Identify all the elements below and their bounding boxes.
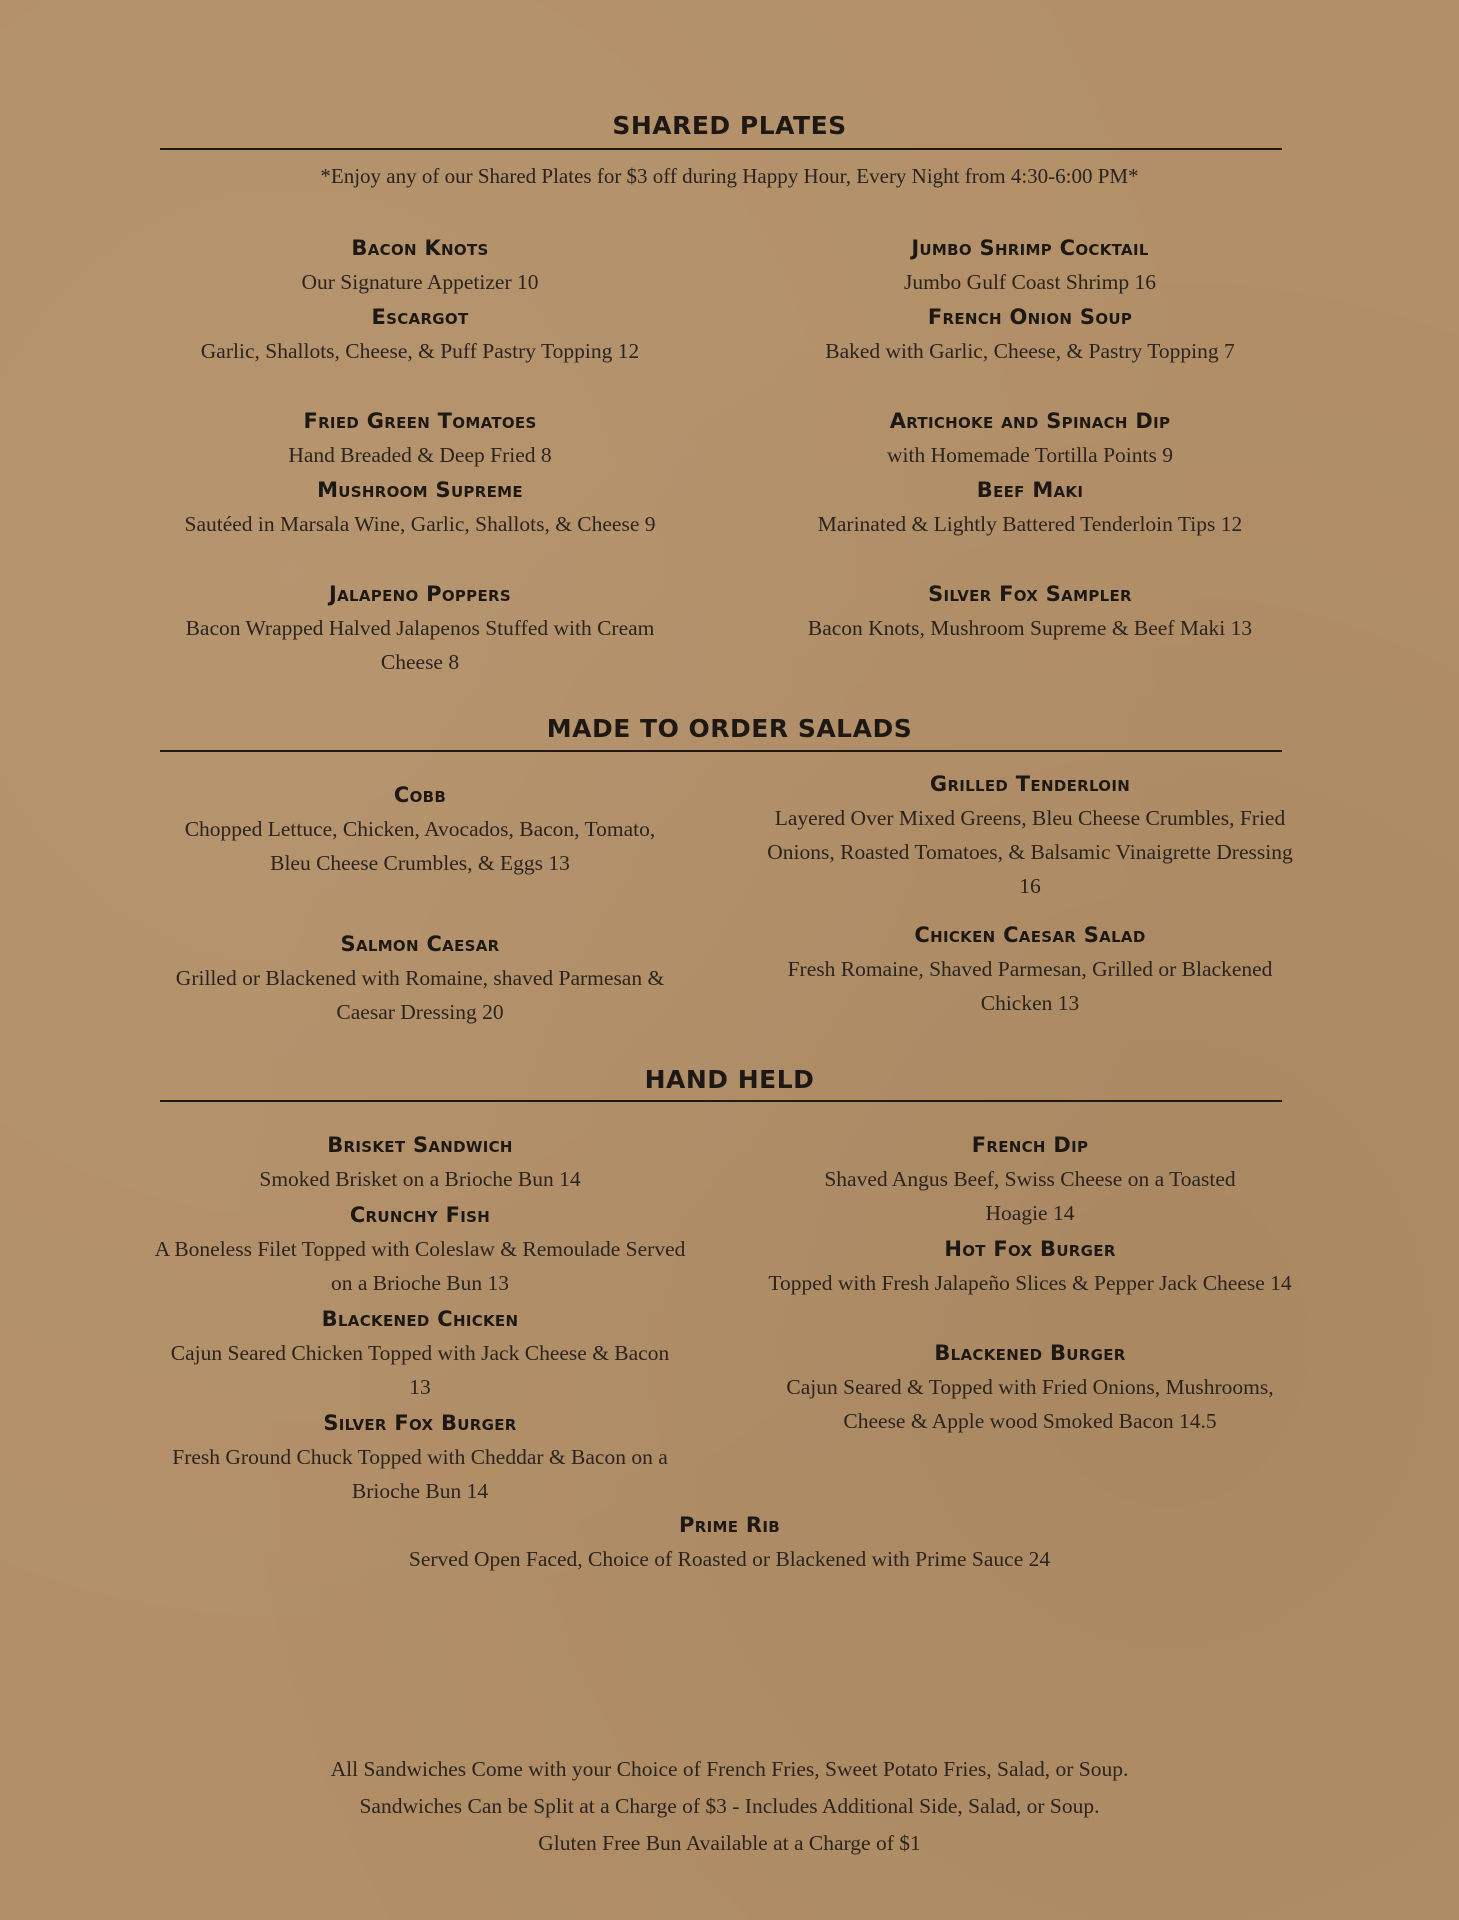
item-description: Bacon Wrapped Halved Jalapenos Stuffed with Cream Cheese 8 bbox=[185, 616, 655, 674]
menu-item bbox=[150, 1406, 690, 1508]
item-name: Mushroom Supreme bbox=[317, 478, 523, 502]
item-name: Silver Fox Sampler bbox=[928, 582, 1132, 606]
item-name: Prime Rib bbox=[679, 1513, 780, 1537]
item-description: Layered Over Mixed Greens, Bleu Cheese Crumbles, Fried Onions, Roasted Tomatoes, & Balsamic Vinaigrette Dressing 16 bbox=[767, 806, 1293, 898]
item-name: Escargot bbox=[371, 305, 469, 329]
menu-item bbox=[150, 1302, 690, 1404]
item-name: Beef Maki bbox=[976, 478, 1084, 502]
item-description: with Homemade Tortilla Points 9 bbox=[887, 443, 1173, 467]
section-divider bbox=[160, 750, 1282, 752]
item-description: Shaved Angus Beef, Swiss Cheese on a Toasted Hoagie 14 bbox=[824, 1167, 1236, 1225]
item-name: Blackened Burger bbox=[934, 1341, 1126, 1365]
item-description: Sautéed in Marsala Wine, Garlic, Shallots, & Cheese 9 bbox=[184, 512, 656, 536]
item-name: French Dip bbox=[971, 1133, 1089, 1157]
item-description: Bacon Knots, Mushroom Supreme & Beef Maki 13 bbox=[807, 616, 1253, 640]
section-title-salads: MADE TO ORDER SALADS bbox=[546, 714, 913, 743]
item-description: Hand Breaded & Deep Fried 8 bbox=[288, 443, 552, 467]
menu-item bbox=[150, 404, 690, 472]
menu-item bbox=[760, 767, 1300, 903]
menu-item bbox=[760, 1336, 1300, 1438]
menu-item bbox=[150, 231, 690, 299]
section-divider bbox=[160, 148, 1282, 150]
menu-item bbox=[760, 404, 1300, 472]
menu-item bbox=[760, 918, 1300, 1020]
menu-item bbox=[760, 300, 1300, 368]
menu-item bbox=[150, 778, 690, 880]
item-description: Served Open Faced, Choice of Roasted or Blackened with Prime Sauce 24 bbox=[408, 1547, 1051, 1571]
item-name: Cobb bbox=[393, 783, 447, 807]
item-description: Topped with Fresh Jalapeño Slices & Pepper Jack Cheese 14 bbox=[768, 1271, 1292, 1295]
footer-note: Sandwiches Can be Split at a Charge of $3 - Includes Additional Side, Salad, or Soup. bbox=[359, 1794, 1100, 1818]
menu-item bbox=[760, 1232, 1300, 1300]
menu-item bbox=[150, 577, 690, 679]
menu-item bbox=[760, 231, 1300, 299]
menu-item bbox=[760, 473, 1300, 541]
menu-item bbox=[760, 1128, 1300, 1230]
item-description: Grilled or Blackened with Romaine, shaved Parmesan & Caesar Dressing 20 bbox=[175, 966, 665, 1024]
menu-item bbox=[150, 300, 690, 368]
section-title-hand-held: HAND HELD bbox=[644, 1065, 815, 1094]
menu-item bbox=[150, 1508, 1309, 1576]
happy-hour-promo: *Enjoy any of our Shared Plates for $3 off during Happy Hour, Every Night from 4:30-6:00 PM* bbox=[320, 164, 1139, 188]
item-name: Bacon Knots bbox=[351, 236, 489, 260]
section-divider bbox=[160, 1100, 1282, 1102]
section-title-shared-plates: SHARED PLATES bbox=[612, 111, 847, 140]
item-name: Silver Fox Burger bbox=[323, 1411, 517, 1435]
menu-item bbox=[150, 1128, 690, 1196]
item-name: Crunchy Fish bbox=[349, 1203, 491, 1227]
item-description: Cajun Seared & Topped with Fried Onions, Mushrooms, Cheese & Apple wood Smoked Bacon 14.5 bbox=[786, 1375, 1274, 1433]
item-description: Our Signature Appetizer 10 bbox=[301, 270, 539, 294]
item-description: Garlic, Shallots, Cheese, & Puff Pastry Topping 12 bbox=[200, 339, 640, 363]
item-description: Fresh Ground Chuck Topped with Cheddar & Bacon on a Brioche Bun 14 bbox=[172, 1445, 668, 1503]
item-description: Chopped Lettuce, Chicken, Avocados, Bacon, Tomato, Bleu Cheese Crumbles, & Eggs 13 bbox=[184, 817, 656, 875]
menu-item bbox=[150, 473, 690, 541]
item-description: Jumbo Gulf Coast Shrimp 16 bbox=[903, 270, 1157, 294]
menu-item bbox=[150, 1198, 690, 1300]
item-name: Hot Fox Burger bbox=[944, 1237, 1116, 1261]
menu-item bbox=[760, 577, 1300, 645]
item-name: Salmon Caesar bbox=[340, 932, 500, 956]
item-name: Grilled Tenderloin bbox=[929, 772, 1131, 796]
item-name: Blackened Chicken bbox=[321, 1307, 519, 1331]
item-name: Artichoke and Spinach Dip bbox=[889, 409, 1171, 433]
item-description: Marinated & Lightly Battered Tenderloin Tips 12 bbox=[817, 512, 1243, 536]
item-name: Jumbo Shrimp Cocktail bbox=[911, 236, 1149, 260]
footer-note: All Sandwiches Come with your Choice of French Fries, Sweet Potato Fries, Salad, or Soup. bbox=[330, 1757, 1129, 1781]
item-name: Brisket Sandwich bbox=[327, 1133, 513, 1157]
footer-note: Gluten Free Bun Available at a Charge of $1 bbox=[538, 1831, 921, 1855]
item-description: Baked with Garlic, Cheese, & Pastry Topping 7 bbox=[825, 339, 1235, 363]
item-name: Fried Green Tomatoes bbox=[303, 409, 537, 433]
item-name: Jalapeno Poppers bbox=[329, 582, 511, 606]
item-description: Cajun Seared Chicken Topped with Jack Cheese & Bacon 13 bbox=[170, 1341, 670, 1399]
item-name: French Onion Soup bbox=[927, 305, 1133, 329]
item-name: Chicken Caesar Salad bbox=[914, 923, 1146, 947]
menu-item bbox=[150, 927, 690, 1029]
item-description: Smoked Brisket on a Brioche Bun 14 bbox=[259, 1167, 581, 1191]
item-description: Fresh Romaine, Shaved Parmesan, Grilled or Blackened Chicken 13 bbox=[787, 957, 1273, 1015]
item-description: A Boneless Filet Topped with Coleslaw & Remoulade Served on a Brioche Bun 13 bbox=[154, 1237, 686, 1295]
